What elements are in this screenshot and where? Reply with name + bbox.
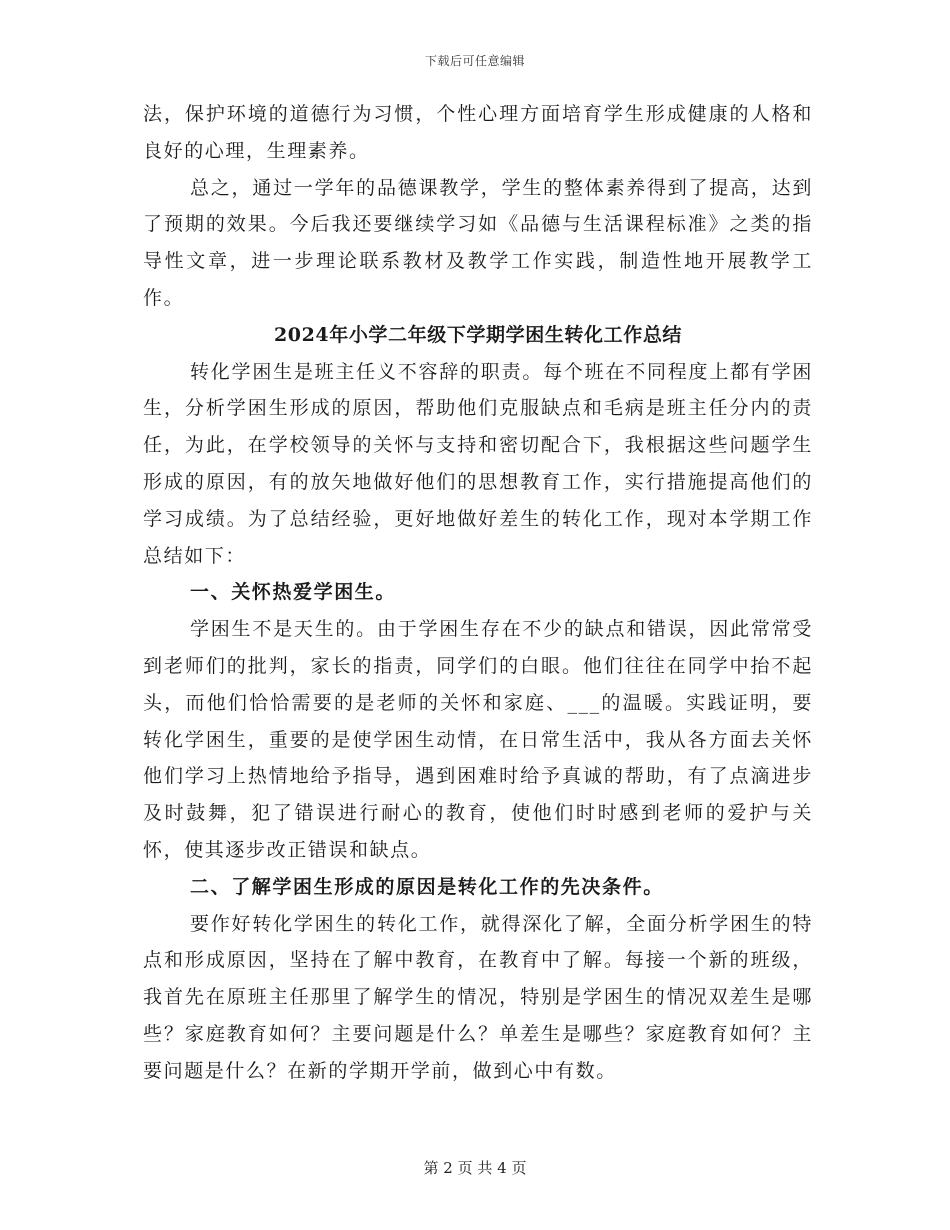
heading-causes: 二、了解学困生形成的原因是转化工作的先决条件。 bbox=[190, 875, 664, 898]
paragraph-causes: 要作好转化学困生的转化工作，就得深化了解，全面分析学困生的特点和形成原因，坚持在了解中教育，在教育中了解。每接一个新的班级，我首先在原班主任那里了解学生的情况，特别是学困生的情况双差生是哪些？家庭教育如何？主要问题是什么？单差生是哪些？家庭教育如何？主要问题是什么？在新的学期开学前，做到心中有数。 bbox=[143, 912, 813, 1082]
header-note: 下载后可任意编辑 bbox=[424, 54, 525, 68]
paragraph-summary: 总之，通过一学年的品德课教学，学生的整体素养得到了提高，达到了预期的效果。今后我还要继续学习如《品德与生活课程标准》之类的指导性文章，进一步理论联系教材及教学工作实践，制造性地开展教学工作。 bbox=[143, 176, 813, 309]
document-body bbox=[143, 96, 813, 1090]
paragraph-continuation: 法，保护环境的道德行为习惯，个性心理方面培育学生形成健康的人格和良好的心理，生理素养。 bbox=[143, 103, 813, 162]
page-number: 第 2 页 共 4 页 bbox=[423, 1159, 527, 1177]
heading-care: 一、关怀热爱学困生。 bbox=[190, 581, 397, 604]
paragraph-care: 学困生不是天生的。由于学困生存在不少的缺点和错误，因此常常受到老师们的批判，家长的指责，同学们的白眼。他们往往在同学中抬不起头，而他们恰恰需要的是老师的关怀和家庭、___的温暖。实践证明，要转化学困生，重要的是使学困生动情，在日常生活中，我从各方面去关怀他们学习上热情地给予指导，遇到困难时给予真诚的帮助，有了点滴进步及时鼓舞，犯了错误进行耐心的教育，使他们时时感到老师的爱护与关怀，使其逐步改正错误和缺点。 bbox=[143, 618, 813, 861]
paragraph-intro: 转化学困生是班主任义不容辞的职责。每个班在不同程度上都有学困生，分析学困生形成的原因，帮助他们克服缺点和毛病是班主任分内的责任，为此，在学校领导的关怀与支持和密切配合下，我根据这些问题学生形成的原因，有的放矢地做好他们的思想教育工作，实行措施提高他们的学习成绩。为了总结经验，更好地做好差生的转化工作，现对本学期工作总结如下： bbox=[143, 360, 813, 567]
section-title: 2024年小学二年级下学期学困生转化工作总结 bbox=[273, 323, 683, 346]
